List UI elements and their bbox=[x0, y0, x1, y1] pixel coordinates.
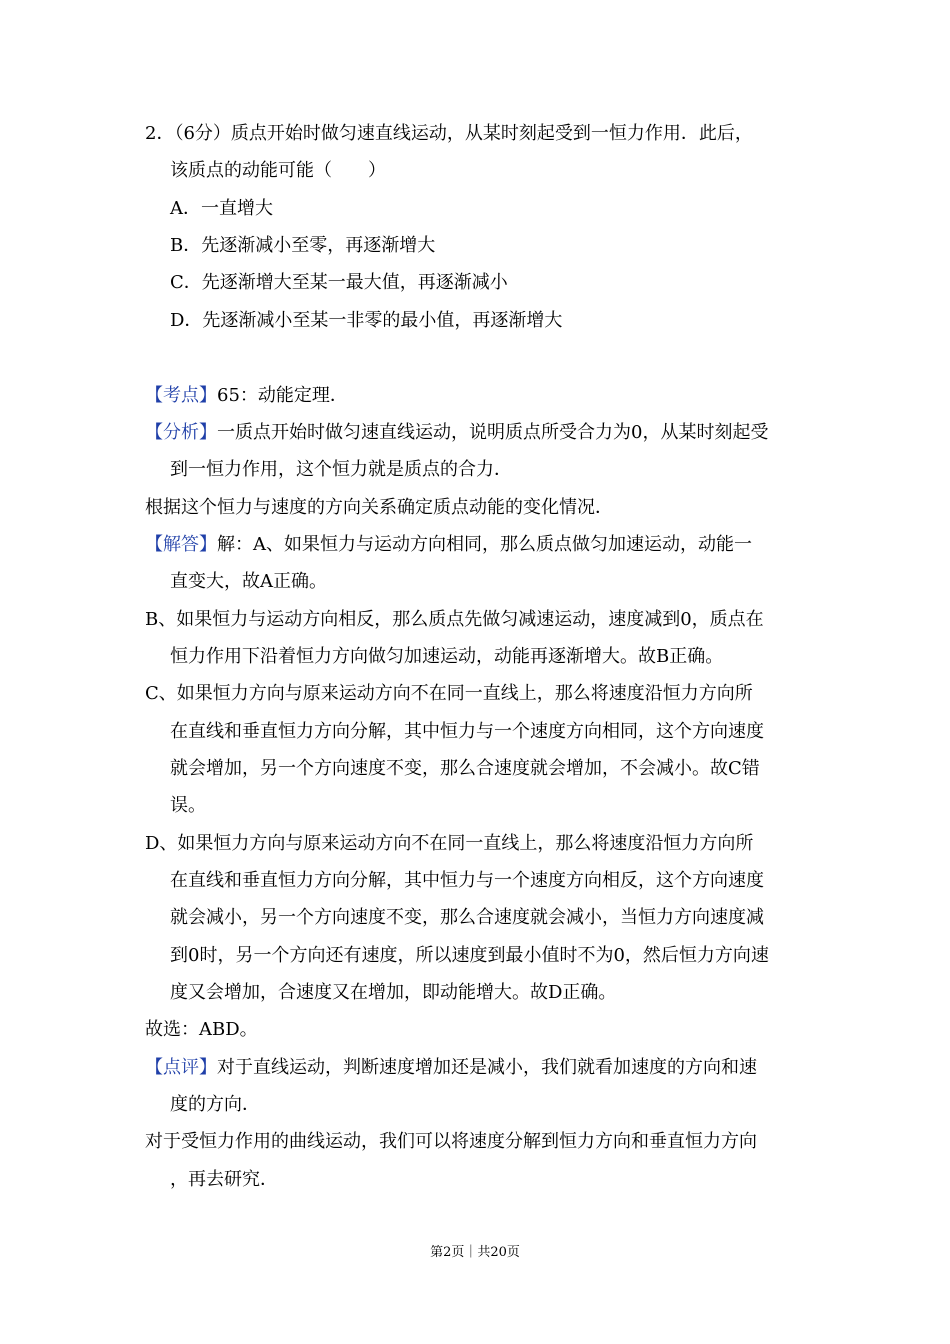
jieda-line7: 就会增加，另一个方向速度不变，那么合速度就会增加，不会减小。故C错 bbox=[170, 758, 760, 779]
jieda-tag: 【解答】 bbox=[145, 534, 217, 555]
answer-line: 故选：ABD。 bbox=[145, 1019, 258, 1040]
jieda-line8: 误。 bbox=[170, 795, 206, 816]
option-b: B．先逐渐减小至零，再逐渐增大 bbox=[170, 235, 436, 256]
dianping-line3: 对于受恒力作用的曲线运动，我们可以将速度分解到恒力方向和垂直恒力方向 bbox=[145, 1131, 757, 1152]
fenxi-text: 一质点开始时做匀速直线运动，说明质点所受合力为0，从某时刻起受 bbox=[217, 422, 769, 443]
option-c: C．先逐渐增大至某一最大值，再逐渐减小 bbox=[170, 272, 508, 293]
jieda-line12: 到0时，另一个方向还有速度，所以速度到最小值时不为0，然后恒力方向速 bbox=[170, 945, 769, 966]
jieda-line3: B、如果恒力与运动方向相反，那么质点先做匀减速运动，速度减到0，质点在 bbox=[145, 609, 764, 630]
kaodian-line bbox=[145, 384, 348, 408]
jieda-line10: 在直线和垂直恒力方向分解，其中恒力与一个速度方向相反，这个方向速度 bbox=[170, 870, 764, 891]
jieda-line9: D、如果恒力方向与原来运动方向不在同一直线上，那么将速度沿恒力方向所 bbox=[145, 833, 754, 854]
question-stem: 质点开始时做匀速直线运动，从某时刻起受到一恒力作用．此后， bbox=[230, 123, 753, 144]
option-a: A．一直增大 bbox=[170, 198, 273, 219]
fenxi-tag: 【分析】 bbox=[145, 422, 217, 443]
jieda-line13: 度又会增加，合速度又在增加，即动能增大。故D正确。 bbox=[170, 982, 617, 1003]
dianping-line4: ，再去研究． bbox=[170, 1169, 278, 1190]
dianping-line2: 度的方向． bbox=[170, 1094, 260, 1115]
jieda-text: 解：A、如果恒力与运动方向相同，那么质点做匀加速运动，动能一 bbox=[217, 534, 752, 555]
question-stem-line2: 该质点的动能可能（ ） bbox=[170, 160, 386, 181]
dianping-line1 bbox=[145, 1056, 757, 1080]
page-footer: 第2页｜共20页 bbox=[430, 1245, 520, 1260]
fenxi-line3: 根据这个恒力与速度的方向关系确定质点动能的变化情况． bbox=[145, 497, 613, 518]
jieda-line4: 恒力作用下沿着恒力方向做匀加速运动，动能再逐渐增大。故B正确。 bbox=[170, 646, 724, 667]
kaodian-tag: 【考点】 bbox=[145, 385, 217, 406]
question-number: 2．（6分） bbox=[145, 123, 231, 144]
question-stem-line1 bbox=[145, 122, 753, 146]
jieda-line5: C、如果恒力方向与原来运动方向不在同一直线上，那么将速度沿恒力方向所 bbox=[145, 683, 753, 704]
fenxi-line1 bbox=[145, 421, 768, 445]
option-d: D．先逐渐减小至某一非零的最小值，再逐渐增大 bbox=[170, 310, 563, 331]
jieda-line6: 在直线和垂直恒力方向分解，其中恒力与一个速度方向相同，这个方向速度 bbox=[170, 721, 764, 742]
kaodian-text: 65：动能定理． bbox=[217, 385, 348, 406]
dianping-tag: 【点评】 bbox=[145, 1057, 217, 1078]
jieda-line11: 就会减小，另一个方向速度不变，那么合速度就会减小，当恒力方向速度减 bbox=[170, 907, 764, 928]
jieda-line1 bbox=[145, 533, 752, 557]
fenxi-line2: 到一恒力作用，这个恒力就是质点的合力． bbox=[170, 459, 512, 480]
dianping-text: 对于直线运动，判断速度增加还是减小，我们就看加速度的方向和速 bbox=[217, 1057, 757, 1078]
jieda-line2: 直变大，故A正确。 bbox=[170, 571, 327, 592]
